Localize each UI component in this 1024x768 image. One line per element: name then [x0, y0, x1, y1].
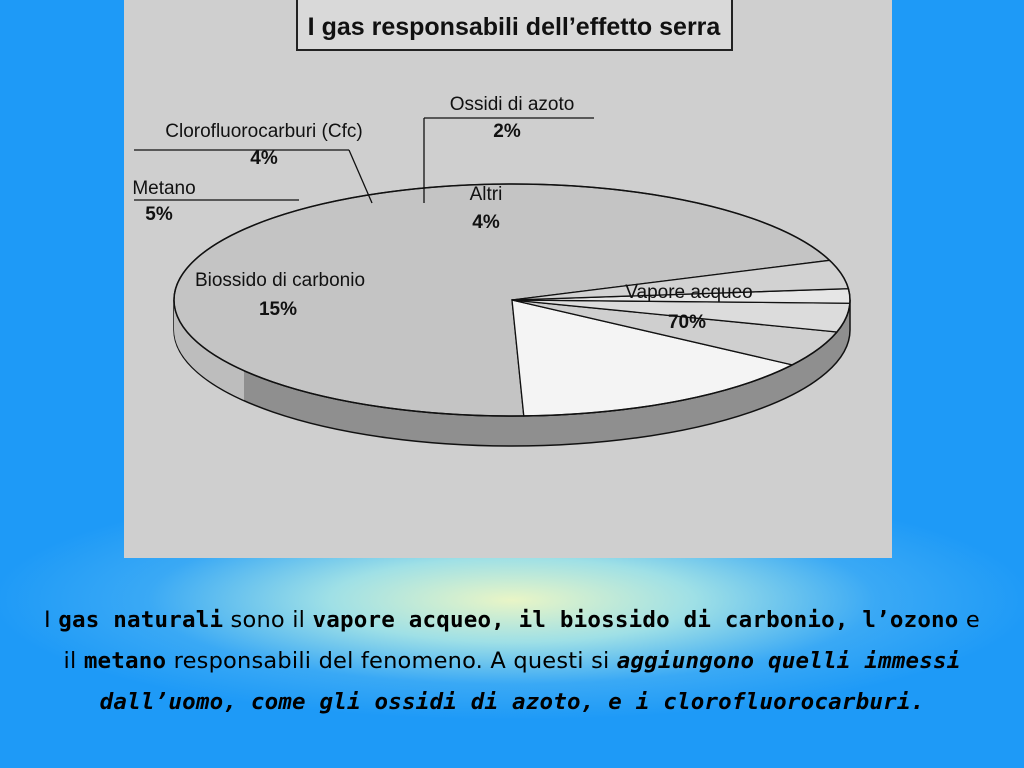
caption-text-2: sono il	[223, 607, 313, 633]
label-altri: Altri	[469, 184, 503, 205]
pct-altri: 4%	[472, 212, 500, 233]
pct-cfc: 4%	[250, 148, 278, 169]
label-cfc: Clorofluorocarburi (Cfc)	[165, 121, 363, 142]
label-co2: Biossido di carbonio	[194, 270, 366, 291]
caption-bold-metano: metano	[83, 648, 167, 674]
pct-metano: 5%	[145, 204, 173, 225]
caption-bold-gases: vapore acqueo, il biossido di carbonio, l’ozono	[312, 607, 959, 633]
caption-text-4: responsabili del fenomeno. A questi si	[166, 648, 617, 674]
caption-text-3: e il	[63, 607, 980, 674]
pct-co2: 15%	[258, 299, 298, 320]
chart-title: I gas responsabili dell’effetto serra	[307, 13, 721, 41]
pct-ossidi: 2%	[493, 121, 521, 142]
pct-vapore: 70%	[667, 312, 707, 333]
label-metano: Metano	[132, 178, 196, 199]
label-ossidi: Ossidi di azoto	[449, 94, 575, 115]
caption-bold-italic-human: aggiungono quelli immessi dall’uomo, come gli ossidi di azoto, e i clorofluorocarburi.	[99, 648, 961, 715]
pie-chart	[124, 0, 892, 558]
caption-bold-gas-naturali: gas naturali	[58, 607, 224, 633]
label-vapore: Vapore acqueo	[625, 282, 753, 303]
caption	[40, 600, 984, 723]
caption-text-1: I	[44, 607, 59, 633]
leader-line-cfc-diag	[349, 150, 372, 203]
chart-scan	[124, 0, 892, 558]
